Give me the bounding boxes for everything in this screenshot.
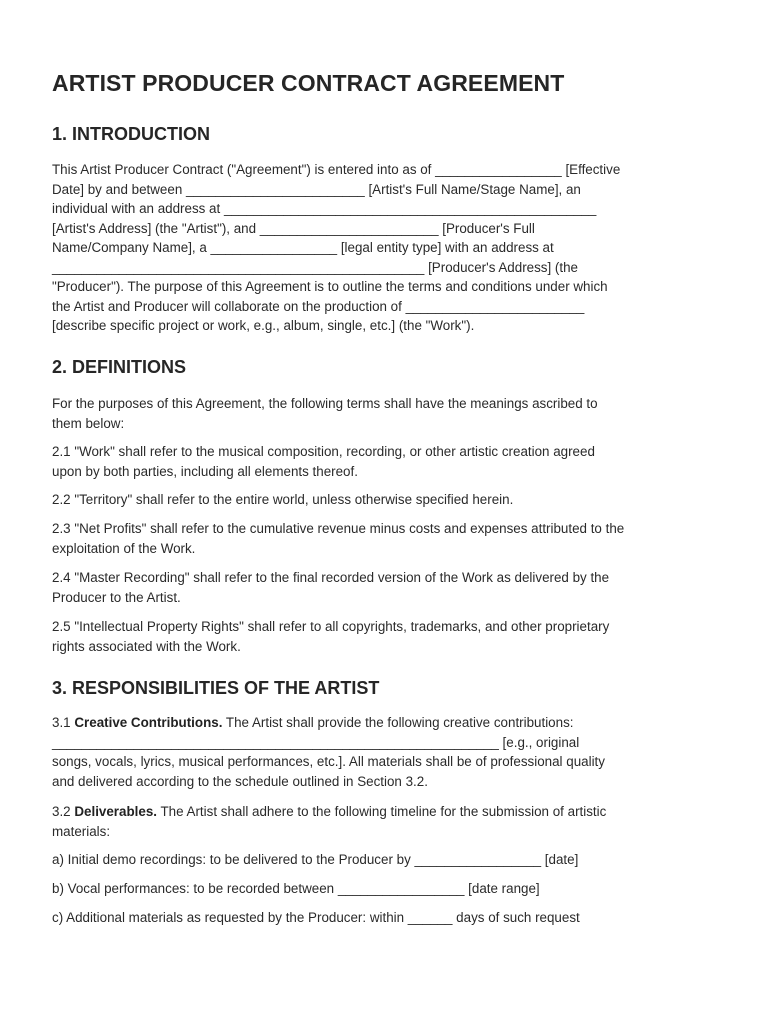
clause-number: 3.2	[52, 804, 71, 819]
text-line: rights associated with the Work.	[52, 638, 241, 654]
text-line	[52, 713, 605, 733]
text-line: This Artist Producer Contract ("Agreement") is entered into as of _________________ [Effective	[52, 162, 621, 177]
text-line: b) Vocal performances: to be recorded between _________________ [date range]	[52, 881, 540, 896]
text-line: Name/Company Name], a _________________ [legal entity type] with an address at	[52, 240, 554, 255]
text-line: __________________________________________________ [Producer's Address] (the	[52, 259, 579, 275]
definition-item-net-profits	[52, 519, 624, 558]
text-line: songs, vocals, lyrics, musical performances, etc.]. All materials shall be of professional quality	[52, 754, 605, 769]
definition-item-work	[52, 442, 595, 481]
text-line: [Artist's Address] (the "Artist"), and ________________________ [Producer's Full	[52, 220, 535, 236]
text-line: a) Initial demo recordings: to be delivered to the Producer by _________________ [date]	[52, 852, 579, 867]
clause-term: Deliverables.	[74, 804, 157, 819]
definition-item-territory	[52, 490, 513, 510]
text-line: upon by both parties, including all elements thereof.	[52, 463, 358, 479]
text-line: Date] by and between ________________________ [Artist's Full Name/Stage Name], an	[52, 181, 581, 197]
text-line: them below:	[52, 415, 125, 431]
text-line: the Artist and Producer will collaborate on the production of ________________________	[52, 298, 585, 314]
document-title: ARTIST PRODUCER CONTRACT AGREEMENT	[52, 70, 565, 96]
text-line: c) Additional materials as requested by the Producer: within ______ days of such request	[52, 910, 580, 925]
text-line: exploitation of the Work.	[52, 540, 196, 556]
clause-text: The Artist shall provide the following creative contributions:	[225, 715, 574, 730]
timeline-item-vocals	[52, 879, 540, 899]
definitions-intro	[52, 394, 598, 433]
clause-deliverables	[52, 802, 606, 841]
clause-number: 3.1	[52, 715, 71, 730]
section-heading-introduction: 1. INTRODUCTION	[52, 124, 211, 144]
text-line: For the purposes of this Agreement, the following terms shall have the meanings ascribed to	[52, 396, 598, 411]
text-line: 2.3 "Net Profits" shall refer to the cumulative revenue minus costs and expenses attributed to the	[52, 521, 625, 536]
timeline-item-demo	[52, 850, 578, 870]
text-line: 2.2 "Territory" shall refer to the entire world, unless otherwise specified herein.	[52, 492, 514, 507]
text-line: 2.4 "Master Recording" shall refer to the final recorded version of the Work as delivered by the	[52, 570, 610, 585]
text-line: materials:	[52, 823, 111, 839]
definition-item-ip-rights	[52, 617, 609, 656]
section-heading-responsibilities: 3. RESPONSIBILITIES OF THE ARTIST	[52, 678, 380, 698]
text-line: 2.1 "Work" shall refer to the musical composition, recording, or other artistic creation agreed	[52, 444, 595, 459]
text-line: ____________________________________________________________ [e.g., original	[52, 734, 580, 750]
clause-text: The Artist shall adhere to the following timeline for the submission of artistic	[160, 804, 607, 819]
text-line	[52, 802, 606, 822]
text-line: and delivered according to the schedule outlined in Section 3.2.	[52, 773, 428, 789]
clause-term: Creative Contributions.	[74, 715, 223, 730]
introduction-paragraph	[52, 160, 620, 336]
clause-creative-contributions	[52, 713, 605, 791]
timeline-item-additional	[52, 908, 580, 928]
text-line: individual with an address at __________________________________________________	[52, 201, 597, 216]
definition-item-master-recording	[52, 568, 609, 607]
text-line: Producer to the Artist.	[52, 589, 181, 605]
text-line: [describe specific project or work, e.g., album, single, etc.] (the "Work").	[52, 318, 475, 333]
text-line: "Producer"). The purpose of this Agreement is to outline the terms and conditions under which	[52, 279, 608, 294]
text-line: 2.5 "Intellectual Property Rights" shall refer to all copyrights, trademarks, and other proprietary	[52, 619, 610, 634]
section-heading-definitions: 2. DEFINITIONS	[52, 357, 187, 377]
